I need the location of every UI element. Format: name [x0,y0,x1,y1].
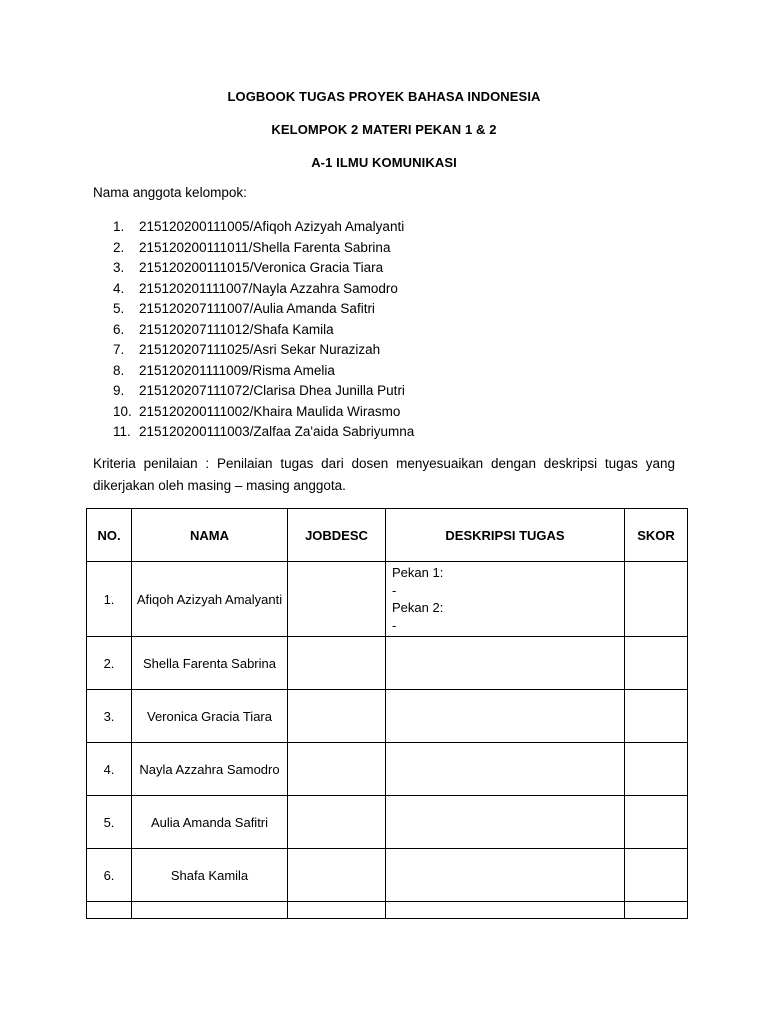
desc-line: - [392,582,397,598]
members-list [113,217,414,443]
list-item-text: 215120201111009/Risma Amelia [139,362,335,378]
table-row [87,637,688,690]
document-subtitle: KELOMPOK 2 MATERI PEKAN 1 & 2 [271,122,497,137]
cell-deskripsi [386,796,625,849]
list-item [113,422,414,443]
cell-empty [288,902,386,919]
cell-deskripsi [386,562,625,637]
cell-no: 3. [87,690,132,743]
list-item-text: 215120200111011/Shella Farenta Sabrina [139,239,391,255]
cell-nama: Shafa Kamila [132,849,288,902]
cell-jobdesc [288,562,386,637]
cell-no: 5. [87,796,132,849]
list-item-number: 8. [113,362,125,378]
members-label: Nama anggota kelompok: [93,185,247,200]
cell-deskripsi [386,690,625,743]
list-item-text: 215120200111002/Khaira Maulida Wirasmo [139,403,401,419]
table-row [87,562,688,637]
header-nama: NAMA [132,509,288,562]
cell-jobdesc [288,849,386,902]
list-item [113,361,414,382]
list-item-text: 215120201111007/Nayla Azzahra Samodro [139,280,398,296]
table-row [87,690,688,743]
logbook-table [86,508,688,919]
class-name: A-1 ILMU KOMUNIKASI [311,155,457,170]
list-item-number: 2. [113,239,125,255]
document-title: LOGBOOK TUGAS PROYEK BAHASA INDONESIA [227,89,541,104]
cell-nama: Shella Farenta Sabrina [132,637,288,690]
list-item-text: 215120200111005/Afiqoh Azizyah Amalyanti [139,219,405,234]
cell-empty [87,902,132,919]
list-item-text: 215120207111007/Aulia Amanda Safitri [139,301,375,316]
list-item-text: 215120200111015/Veronica Gracia Tiara [139,260,384,275]
criteria-paragraph: Kriteria penilaian : Penilaian tugas dari dosen menyesuaikan dengan deskripsi tugas yang dikerjakan oleh masing – masing anggota. [93,456,675,493]
desc-line: Pekan 2: [392,600,444,615]
list-item-text: 215120207111072/Clarisa Dhea Junilla Putri [139,383,405,398]
list-item-number: 11. [113,424,131,439]
cell-empty [386,902,625,919]
cell-no: 6. [87,849,132,902]
cell-no: 4. [87,743,132,796]
header-jobdesc: JOBDESC [288,509,386,562]
cell-skor [625,690,688,743]
cell-empty [625,902,688,919]
cell-no: 2. [87,637,132,690]
cell-jobdesc [288,796,386,849]
cell-nama: Veronica Gracia Tiara [132,690,288,743]
header-deskripsi: DESKRIPSI TUGAS [386,509,625,562]
cell-skor [625,743,688,796]
table-row [87,849,688,902]
cell-skor [625,849,688,902]
cell-empty [132,902,288,919]
cell-nama: Aulia Amanda Safitri [132,796,288,849]
header-no: NO. [87,509,132,562]
list-item-number: 4. [113,280,125,296]
cell-no: 1. [87,562,132,637]
table-row [87,902,688,919]
cell-nama: Nayla Azzahra Samodro [132,743,288,796]
cell-skor [625,562,688,637]
list-item-number: 5. [113,301,125,316]
list-item-number: 3. [113,260,125,275]
header-skor: SKOR [625,509,688,562]
list-item-number: 10. [113,403,132,419]
cell-nama: Afiqoh Azizyah Amalyanti [132,562,288,637]
cell-deskripsi [386,637,625,690]
table-header-row [87,509,688,562]
list-item-number: 7. [113,342,125,357]
desc-line: - [392,617,397,633]
list-item-number: 9. [113,383,125,398]
list-item [113,279,414,300]
cell-jobdesc [288,743,386,796]
table-row [87,796,688,849]
list-item-text: 215120207111025/Asri Sekar Nurazizah [139,342,381,357]
list-item [113,299,414,320]
cell-skor [625,637,688,690]
list-item [113,381,414,402]
cell-deskripsi [386,849,625,902]
list-item-text: 215120200111003/Zalfaa Za'aida Sabriyumna [139,424,415,439]
desc-line: Pekan 1: [392,565,444,580]
cell-jobdesc [288,690,386,743]
list-item-text: 215120207111012/Shafa Kamila [139,321,334,337]
cell-skor [625,796,688,849]
table-row [87,743,688,796]
list-item-number: 6. [113,321,125,337]
cell-jobdesc [288,637,386,690]
cell-deskripsi [386,743,625,796]
list-item [113,258,414,279]
list-item [113,320,414,341]
list-item [113,340,414,361]
list-item [113,217,414,238]
list-item [113,402,414,423]
list-item-number: 1. [113,219,125,234]
list-item [113,238,414,259]
